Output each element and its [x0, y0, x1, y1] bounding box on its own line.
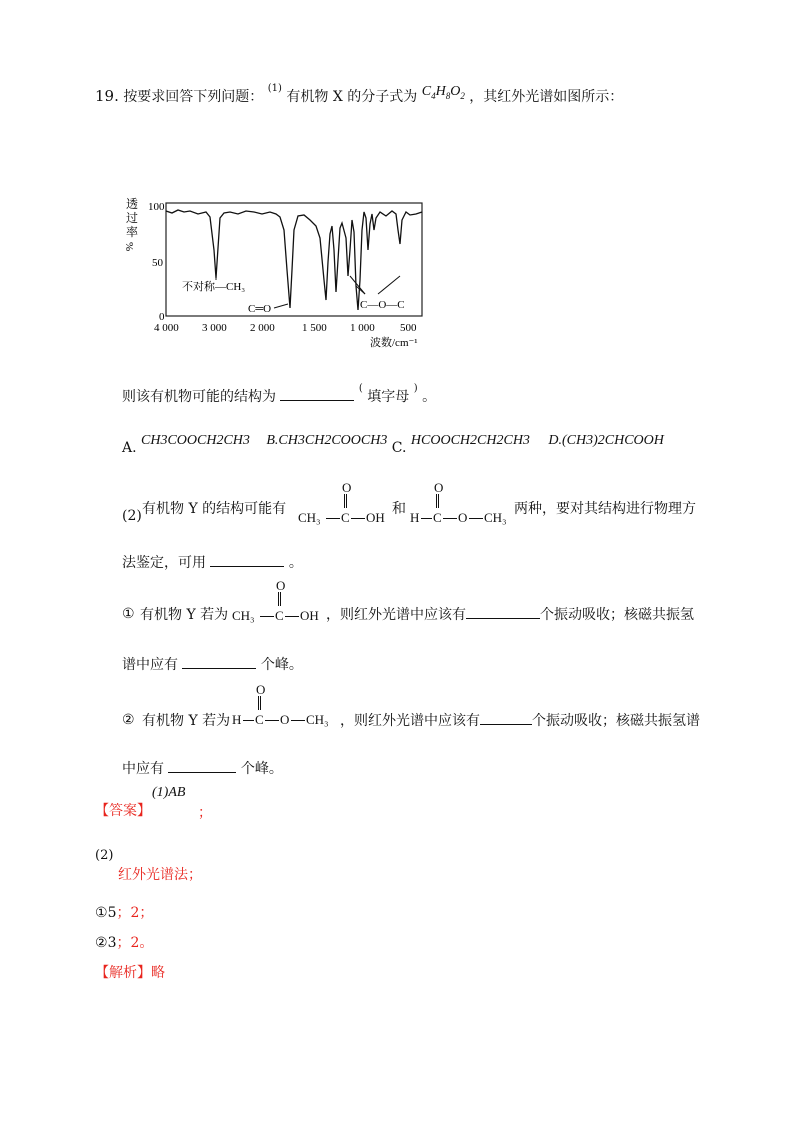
q1-blank — [280, 386, 354, 401]
x-tick-4000: 4 000 — [154, 322, 179, 334]
acid-c: C — [341, 510, 350, 525]
y-axis-title-2: 过 — [126, 211, 139, 225]
molecular-formula: $C_4H_8O_2$ — [421, 84, 465, 101]
analysis — [95, 962, 165, 982]
ester-carbonyl-o: O — [434, 480, 444, 495]
part-2-text-end: 两种，要对其结构进行物理方 — [514, 501, 696, 517]
sub-1-line2-end: 个峰。 — [260, 657, 303, 673]
y-tick-100: 100 — [148, 201, 165, 213]
annotation-co: C═O — [248, 303, 272, 315]
x-tick-2000: 2 000 — [250, 322, 275, 334]
x-tick-1000: 1 000 — [350, 322, 375, 334]
part-1-marker: (1) — [267, 83, 282, 94]
y-tick-0: 0 — [159, 311, 165, 323]
part-2-text: 有机物 Y 的结构可能有 — [142, 501, 287, 517]
part-2-line-2 — [122, 552, 303, 572]
option-c: HCOOCH2CH2CH3 — [410, 433, 530, 448]
sub-2-blank-ir — [480, 710, 532, 725]
sub-2-text-b: ，则红外光谱中应该有 个振动吸收；核磁共振氢谱 — [340, 710, 700, 730]
answer-sub-2: ②3；2。 — [95, 935, 154, 951]
sub-2-ester-structure: O H C O CH₃ — [232, 682, 329, 727]
annotation-ch3: 不对称—CH₃ — [182, 281, 246, 293]
sub-1-blank-nmr — [182, 654, 256, 669]
ester-c: C — [433, 510, 442, 525]
option-b: B.CH3CH2COOCH3 — [266, 433, 388, 448]
q1-paren-close: ) — [413, 383, 418, 394]
acid-carbonyl-o: O — [342, 480, 352, 495]
part-2-marker: (2) — [122, 508, 142, 524]
acid-double-bond — [344, 494, 347, 508]
part-2-line2-text: 法鉴定，可用 — [122, 555, 206, 571]
q1-structure-line — [122, 383, 437, 406]
x-tick-3000: 3 000 — [202, 322, 227, 334]
y-axis-title-3: 率 — [126, 225, 139, 239]
part-1-text: 有机物 X 的分子式为 — [286, 89, 418, 105]
x-axis-title: 波数/cm⁻¹ — [370, 337, 418, 349]
analysis-label: 【解析】 — [95, 965, 151, 981]
analysis-text: 略 — [151, 965, 165, 981]
y-axis-title-4: % — [123, 242, 135, 252]
answer-part-2-marker: (2) — [95, 848, 114, 863]
y-axis-title-1: 透 — [126, 197, 139, 211]
sub-1-line-2 — [122, 654, 303, 674]
q1-paren-open: ( — [358, 383, 363, 394]
ester-o: O — [458, 510, 468, 525]
ir-spectrum-chart — [110, 190, 440, 350]
part-1-text-end: ，其红外光谱如图所示： — [469, 89, 624, 105]
sub-2-line-2 — [122, 758, 283, 778]
q1-paren-text: 填字母 — [367, 389, 410, 405]
sub-1-line2-text: 谱中应有 — [122, 657, 178, 673]
sub-1-acid-structure: O CH₃ C OH — [232, 578, 319, 623]
q1-end: 。 — [422, 389, 437, 405]
spectrum-trace — [166, 210, 422, 310]
answer-part-2: 红外光谱法； — [118, 867, 202, 883]
answer-label: 【答案】 — [95, 803, 151, 819]
acid-ch3: CH₃ — [298, 510, 321, 525]
sub-2-line2-text: 中应有 — [122, 761, 164, 777]
sub-1-text-b: ，则红外光谱中应该有 个振动吸收；核磁共振氢 — [326, 604, 694, 624]
annotation-coc: C—O—C — [360, 299, 405, 311]
option-c-label: C. — [391, 440, 407, 456]
option-a: CH3COOCH2CH3 — [141, 433, 250, 448]
question-19-line — [95, 83, 624, 107]
part-2-line2-end: 。 — [288, 555, 303, 571]
answer-part-1: (1)AB — [152, 785, 186, 800]
sub-2-blank-nmr — [168, 758, 236, 773]
x-tick-1500: 1 500 — [302, 322, 327, 334]
answer-part-1-end: ； — [198, 805, 212, 821]
acetic-acid-structure — [298, 480, 388, 524]
option-a-label: A. — [122, 440, 137, 456]
option-d: D.(CH3)2CHCOOH — [548, 433, 664, 448]
sub-1-marker: ① — [122, 606, 135, 622]
sub-2-text: 有机物 Y 若为 — [142, 713, 231, 729]
question-number: 19. — [95, 87, 119, 105]
methyl-formate-structure — [410, 480, 514, 524]
question-intro: 按要求回答下列问题： — [123, 89, 264, 105]
part-2-blank — [210, 552, 284, 567]
x-tick-500: 500 — [400, 322, 417, 334]
sub-1-text: 有机物 Y 若为 — [140, 607, 229, 623]
q1-text: 则该有机物可能的结构为 — [122, 389, 276, 405]
ester-h: H — [410, 510, 420, 525]
options-line — [122, 432, 664, 456]
sub-2-line2-end: 个峰。 — [240, 761, 283, 777]
acid-oh: OH — [366, 510, 385, 525]
sub-1-blank-ir — [466, 604, 540, 619]
ester-ch3: CH₃ — [484, 510, 507, 525]
y-tick-50: 50 — [152, 257, 163, 269]
part-2-and: 和 — [392, 501, 406, 517]
sub-2-marker: ② — [122, 712, 135, 728]
answer-sub-1: ①5；2； — [95, 905, 154, 921]
